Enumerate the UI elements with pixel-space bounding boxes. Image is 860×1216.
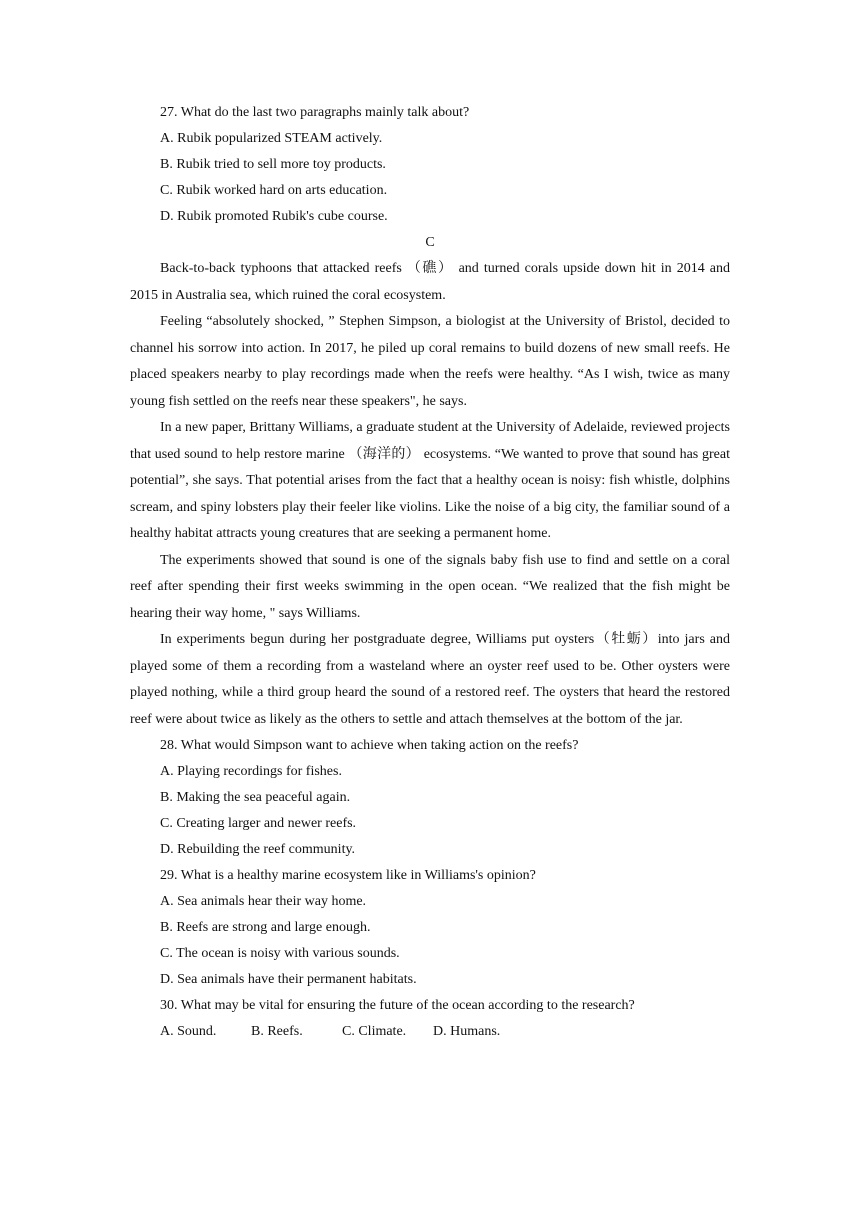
q30-option-d: D. Humans. <box>433 1024 501 1039</box>
q27-option-a: A. Rubik popularized STEAM actively. <box>160 131 383 146</box>
q27-option-b: B. Rubik tried to sell more toy products. <box>160 157 386 172</box>
q30-options <box>130 1019 730 1045</box>
passage-paragraph-5: In experiments begun during her postgraduate degree, Williams put oysters（牡蛎）into jars and played some of them a recording from a wasteland where an oyster reef used to be. Other oysters were played nothing, while a third group heard the sound of a restored reef. The oysters that heard the restored reef were about twice as likely as the others to settle and attach themselves at the bottom of the jar. <box>130 632 730 727</box>
q29-option-d: D. Sea animals have their permanent habitats. <box>160 972 417 987</box>
q27-option-d: D. Rubik promoted Rubik's cube course. <box>160 209 388 224</box>
q29-option-c: C. The ocean is noisy with various sounds. <box>160 946 400 961</box>
document-page <box>130 100 730 1045</box>
q30-option-c: C. Climate. <box>342 1024 407 1039</box>
section-label: C <box>425 235 435 250</box>
q28-option-b: B. Making the sea peaceful again. <box>160 790 351 805</box>
q29-option-a: A. Sea animals hear their way home. <box>160 894 367 909</box>
question-27: 27. What do the last two paragraphs mainly talk about? <box>160 105 470 120</box>
passage-paragraph-4: The experiments showed that sound is one of the signals baby fish use to find and settle on a coral reef after spending their first weeks swimming in the open ocean. “We realized that the fish might be hearing their way home, " says Williams. <box>130 552 730 621</box>
question-28: 28. What would Simpson want to achieve when taking action on the reefs? <box>160 738 579 753</box>
q28-option-a: A. Playing recordings for fishes. <box>160 764 342 779</box>
q28-option-c: C. Creating larger and newer reefs. <box>160 816 357 831</box>
question-30: 30. What may be vital for ensuring the future of the ocean according to the research? <box>160 998 635 1013</box>
q29-option-b: B. Reefs are strong and large enough. <box>160 920 371 935</box>
passage-paragraph-1: Back-to-back typhoons that attacked reefs （礁） and turned corals upside down hit in 2014 and 2015 in Australia sea, which ruined the coral ecosystem. <box>130 261 730 303</box>
passage-paragraph-2: Feeling “absolutely shocked, ” Stephen Simpson, a biologist at the University of Bristol, decided to channel his sorrow into action. In 2017, he piled up coral remains to build dozens of new small reefs. He placed speakers nearby to play recordings made when the reefs were healthy. “As I wish, twice as many young fish settled on the reefs near these speakers", he says. <box>130 314 730 409</box>
q30-option-a: A. Sound. <box>160 1024 217 1039</box>
q28-option-d: D. Rebuilding the reef community. <box>160 842 356 857</box>
q30-option-b: B. Reefs. <box>251 1024 303 1039</box>
passage-paragraph-3: In a new paper, Brittany Williams, a graduate student at the University of Adelaide, reviewed projects that used sound to help restore marine （海洋的） ecosystems. “We wanted to prove that sound has great potential”, she says. That potential arises from the fact that a healthy ocean is noisy: fish whistle, dolphins scream, and spiny lobsters play their feeler like violins. Like the noise of a big city, the familiar sound of a healthy habitat attracts young creatures that are seeking a permanent home. <box>130 420 730 541</box>
question-29: 29. What is a healthy marine ecosystem like in Williams's opinion? <box>160 868 536 883</box>
q27-option-c: C. Rubik worked hard on arts education. <box>160 183 388 198</box>
